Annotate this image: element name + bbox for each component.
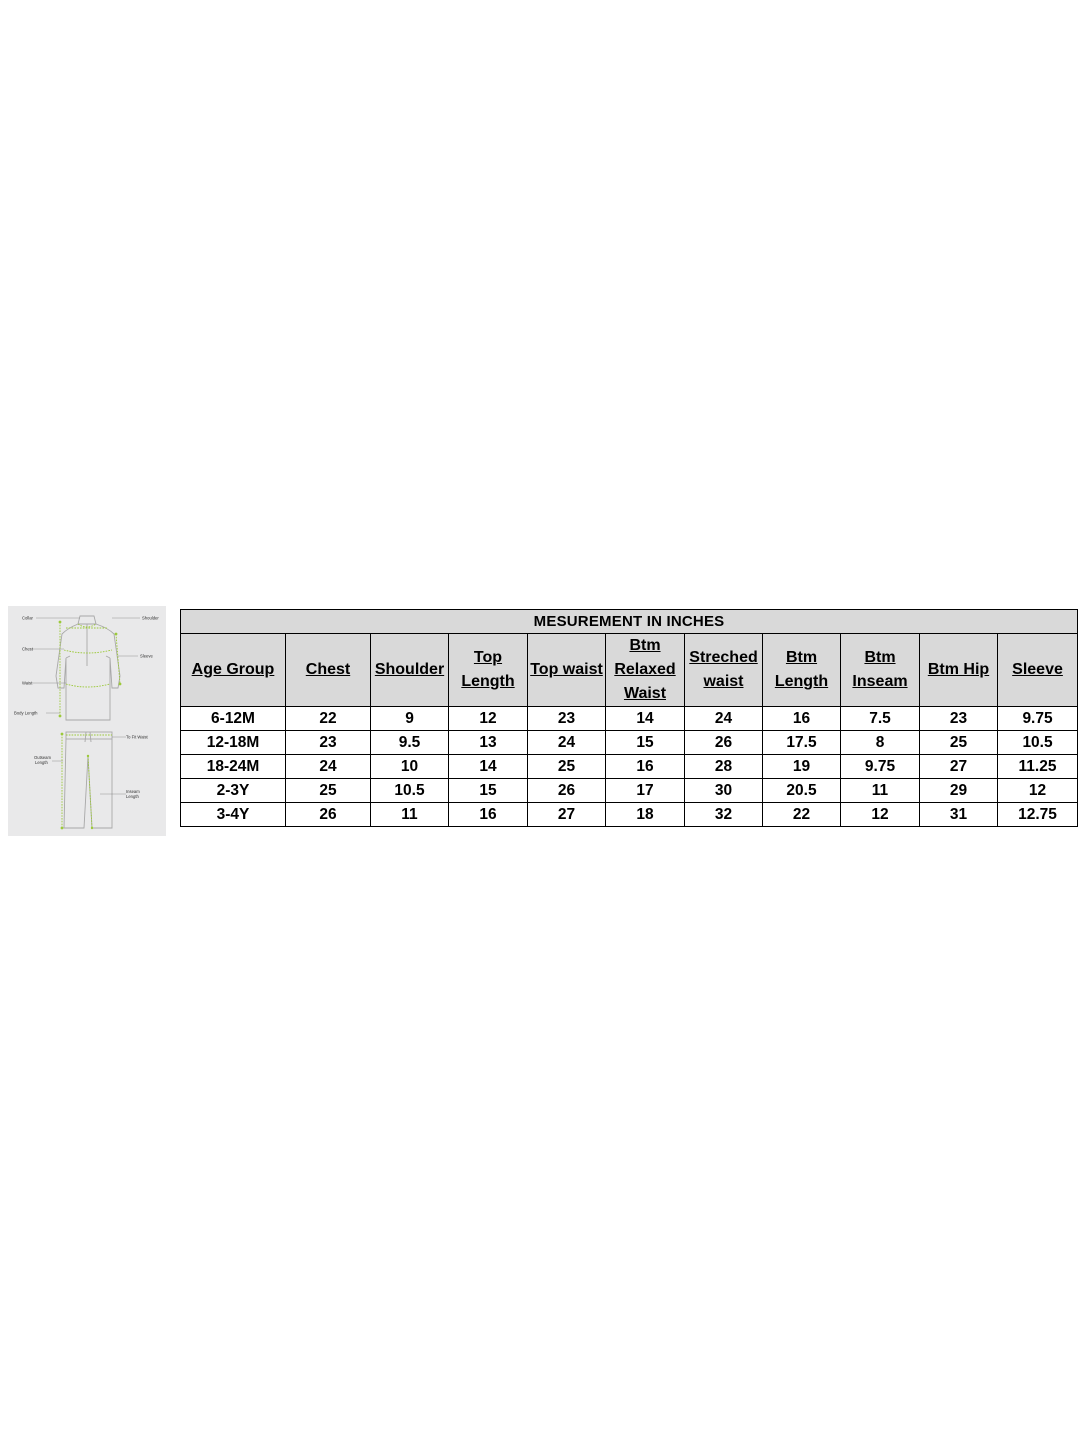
measurement-cell: 23: [920, 707, 998, 731]
measurement-cell: 20.5: [763, 779, 841, 803]
column-header-text: Btm: [629, 637, 661, 654]
label-shoulder: Shoulder: [142, 615, 159, 621]
leader-lines: [32, 618, 140, 794]
measurement-cell: 27: [528, 803, 606, 827]
column-header: [449, 634, 528, 707]
column-header-text: Top: [473, 649, 503, 666]
table-row: [181, 707, 1078, 731]
measurement-cell: 25: [920, 731, 998, 755]
age-group-cell: 6-12M: [181, 707, 286, 731]
measurement-cell: 12: [841, 803, 920, 827]
column-header-text: Inseam: [852, 673, 908, 690]
column-header-text: Btm: [864, 649, 896, 666]
measurement-cell: 29: [920, 779, 998, 803]
table-row: [181, 779, 1078, 803]
column-header-text: Chest: [305, 661, 351, 678]
measurement-cell: 12.75: [998, 803, 1078, 827]
measurement-cell: 18: [606, 803, 685, 827]
measurement-cell: 19: [763, 755, 841, 779]
size-chart: [180, 609, 1077, 827]
column-header-text: Waist: [623, 685, 667, 702]
measurement-cell: 25: [528, 755, 606, 779]
column-header-row: [181, 634, 1078, 707]
measurement-cell: 11: [841, 779, 920, 803]
column-header-text: Top waist: [530, 661, 603, 678]
measurement-cell: 16: [763, 707, 841, 731]
measurement-cell: 14: [606, 707, 685, 731]
measurement-cell: 12: [449, 707, 528, 731]
column-header-text: Streched: [689, 649, 758, 666]
label-body-length: Body Length: [14, 710, 38, 716]
age-group-cell: 2-3Y: [181, 779, 286, 803]
column-header: [685, 634, 763, 707]
column-header-text: Length: [774, 673, 829, 690]
column-header-text: Btm Hip: [927, 661, 990, 678]
size-guide-diagram: [8, 606, 166, 836]
garment-measurement-illustration: [8, 606, 166, 836]
table-row: [181, 731, 1078, 755]
measurement-cell: 22: [286, 707, 371, 731]
column-header: [286, 634, 371, 707]
measurement-cell: 14: [449, 755, 528, 779]
column-header: [528, 634, 606, 707]
measurement-cell: 9.5: [371, 731, 449, 755]
measurement-cell: 25: [286, 779, 371, 803]
measurement-cell: 8: [841, 731, 920, 755]
kurta-outline: [56, 616, 120, 720]
measurement-cell: 23: [286, 731, 371, 755]
label-outseam-length-2: Length: [35, 760, 48, 765]
age-group-cell: 18-24M: [181, 755, 286, 779]
column-header-text: Sleeve: [1012, 661, 1063, 678]
column-header: [181, 634, 286, 707]
measurement-cell: 15: [606, 731, 685, 755]
measurement-cell: 22: [763, 803, 841, 827]
table-row: [181, 755, 1078, 779]
table-title: MESUREMENT IN INCHES: [181, 610, 1078, 634]
measurement-cell: 9.75: [841, 755, 920, 779]
size-chart-body: [181, 707, 1078, 827]
measurement-cell: 17.5: [763, 731, 841, 755]
measurement-cell: 10.5: [998, 731, 1078, 755]
pants-outline: [64, 732, 112, 828]
measurement-cell: 11.25: [998, 755, 1078, 779]
measurement-cell: 10: [371, 755, 449, 779]
measurement-cell: 26: [528, 779, 606, 803]
measurement-cell: 24: [528, 731, 606, 755]
label-waist: Waist: [22, 680, 33, 686]
measurement-cell: 32: [685, 803, 763, 827]
measurement-cell: 17: [606, 779, 685, 803]
measurement-cell: 16: [606, 755, 685, 779]
measurement-cell: 13: [449, 731, 528, 755]
measurement-cell: 15: [449, 779, 528, 803]
measurement-cell: 31: [920, 803, 998, 827]
size-chart-table: [180, 609, 1078, 827]
column-header: [841, 634, 920, 707]
column-header: [606, 634, 685, 707]
label-inseam-length-2: Length: [126, 794, 139, 799]
measurement-cell: 24: [286, 755, 371, 779]
measurement-cell: 24: [685, 707, 763, 731]
measurement-cell: 26: [286, 803, 371, 827]
measurement-cell: 7.5: [841, 707, 920, 731]
measurement-cell: 16: [449, 803, 528, 827]
column-header: [920, 634, 998, 707]
column-header-text: Btm: [785, 649, 818, 666]
measurement-cell: 10.5: [371, 779, 449, 803]
column-header-text: Age Group: [191, 661, 275, 678]
table-row: [181, 803, 1078, 827]
measurement-cell: 12: [998, 779, 1078, 803]
column-header-text: Length: [461, 673, 515, 690]
column-header-text: Shoulder: [374, 661, 445, 678]
measurement-cell: 27: [920, 755, 998, 779]
measurement-cell: 9.75: [998, 707, 1078, 731]
label-outseam-length-1: Outseam: [34, 755, 51, 760]
column-header: [998, 634, 1078, 707]
label-to-fit-waist: To Fit Waist: [126, 734, 148, 740]
label-inseam-length-1: Inseam: [126, 789, 140, 794]
measurement-cell: 26: [685, 731, 763, 755]
measurement-cell: 30: [685, 779, 763, 803]
label-chest: Chest: [22, 646, 33, 652]
column-header: [763, 634, 841, 707]
age-group-cell: 3-4Y: [181, 803, 286, 827]
measurement-cell: 9: [371, 707, 449, 731]
column-header-text: Relaxed: [614, 661, 676, 678]
measurement-cell: 23: [528, 707, 606, 731]
column-header-text: waist: [703, 673, 744, 690]
column-header: [371, 634, 449, 707]
measurement-cell: 28: [685, 755, 763, 779]
label-collar: Collar: [22, 615, 33, 621]
label-sleeve: Sleeve: [140, 653, 153, 659]
age-group-cell: 12-18M: [181, 731, 286, 755]
measurement-cell: 11: [371, 803, 449, 827]
